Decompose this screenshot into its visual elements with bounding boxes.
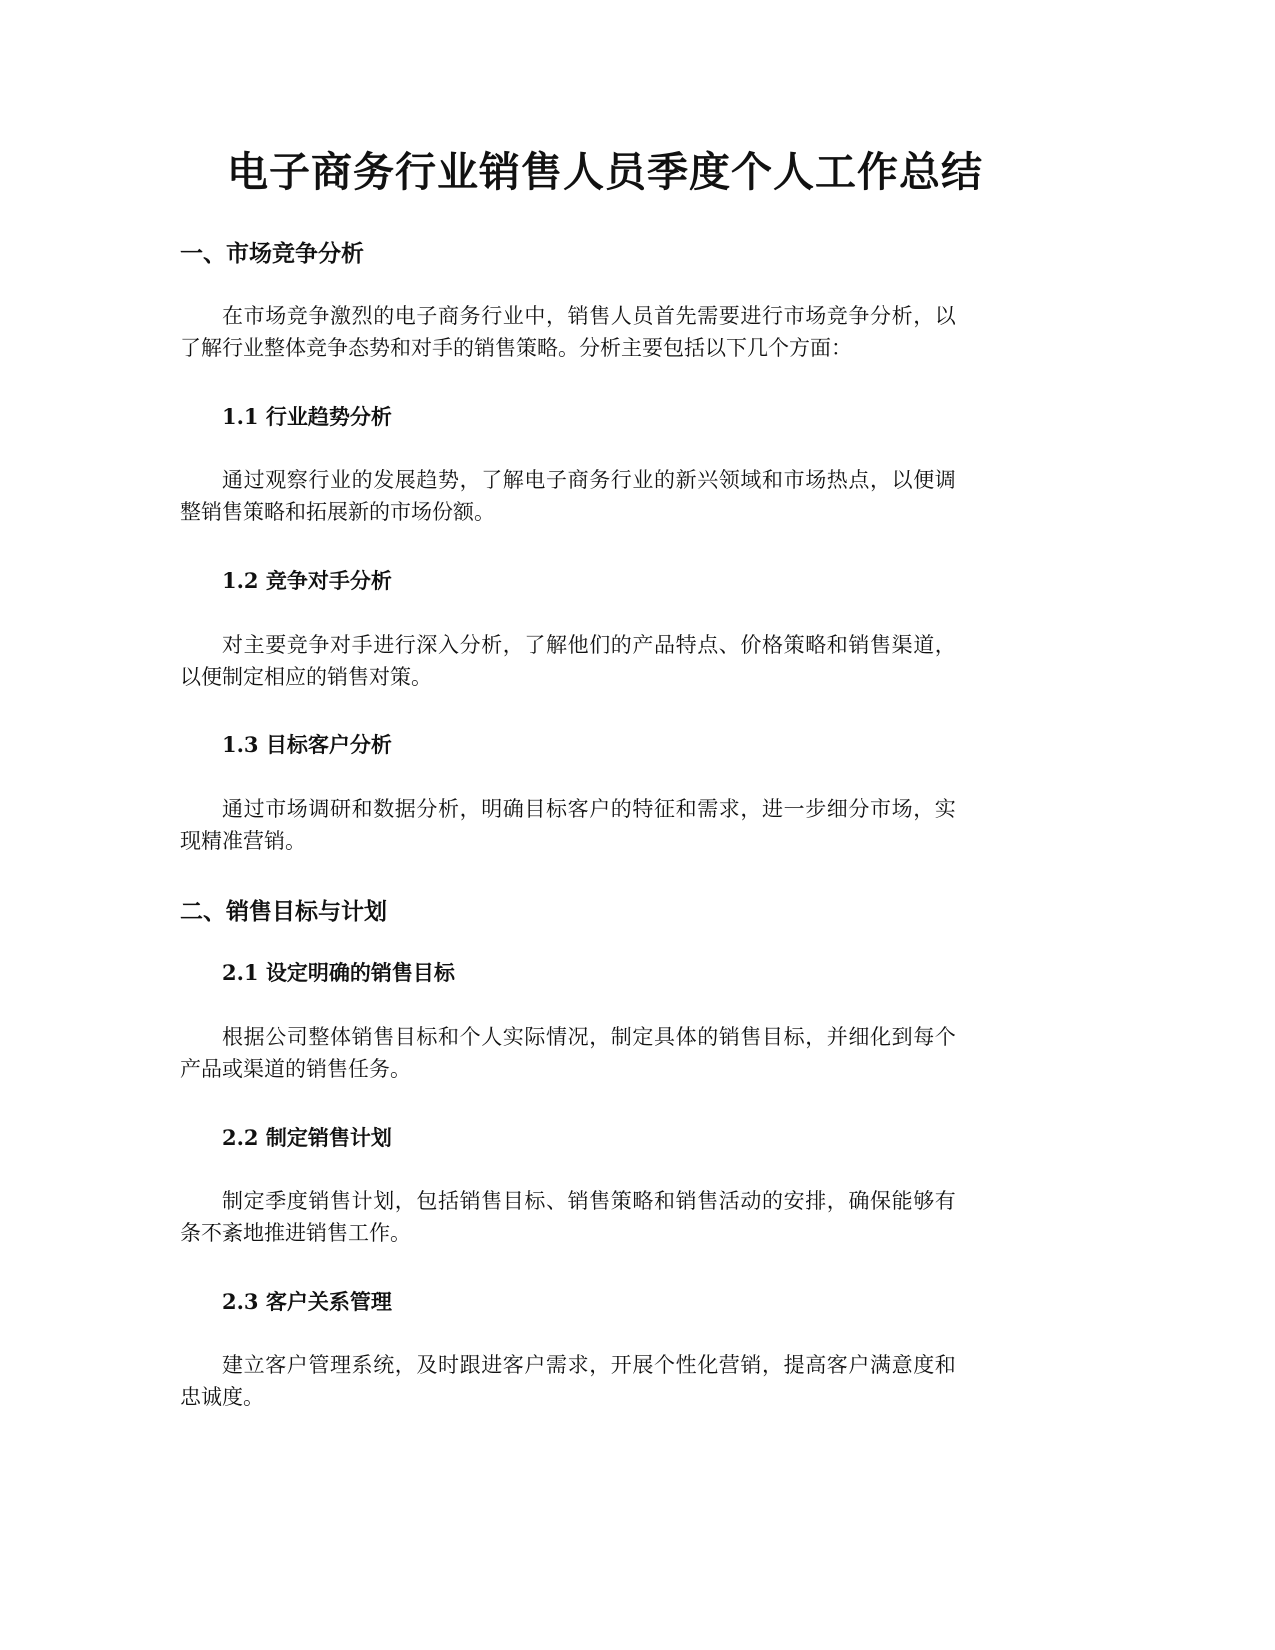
subheading-set-sales-target: 2.1 设定明确的销售目标 bbox=[222, 960, 455, 985]
paragraph-line: 产品或渠道的销售任务。 bbox=[180, 1057, 411, 1081]
paragraph-line: 通过市场调研和数据分析，明确目标客户的特征和需求，进一步细分市场，实 bbox=[222, 797, 957, 821]
paragraph-line: 通过观察行业的发展趋势，了解电子商务行业的新兴领域和市场热点，以便调 bbox=[222, 468, 957, 492]
paragraph-line: 条不紊地推进销售工作。 bbox=[180, 1221, 411, 1245]
paragraph-line: 制定季度销售计划，包括销售目标、销售策略和销售活动的安排，确保能够有 bbox=[222, 1189, 957, 1213]
subheading-sales-plan: 2.2 制定销售计划 bbox=[222, 1125, 392, 1150]
body-paragraph-set-sales-target bbox=[180, 1021, 1030, 1085]
paragraph-line: 忠诚度。 bbox=[180, 1385, 264, 1409]
paragraph-line: 根据公司整体销售目标和个人实际情况，制定具体的销售目标，并细化到每个 bbox=[222, 1025, 957, 1049]
body-paragraph-sales-plan bbox=[180, 1185, 1030, 1249]
section-intro-paragraph bbox=[180, 300, 1030, 364]
paragraph-line: 以便制定相应的销售对策。 bbox=[180, 665, 432, 689]
paragraph-line: 整销售策略和拓展新的市场份额。 bbox=[180, 500, 495, 524]
section-heading-sales-target: 二、销售目标与计划 bbox=[180, 899, 387, 925]
paragraph-line: 在市场竞争激烈的电子商务行业中，销售人员首先需要进行市场竞争分析，以 bbox=[222, 304, 957, 328]
body-paragraph-target-customer bbox=[180, 793, 1030, 857]
paragraph-line: 对主要竞争对手进行深入分析，了解他们的产品特点、价格策略和销售渠道， bbox=[222, 633, 957, 657]
section-heading-market-analysis: 一、市场竞争分析 bbox=[180, 241, 364, 267]
body-paragraph-customer-relationship bbox=[180, 1349, 1030, 1413]
subheading-target-customer: 1.3 目标客户分析 bbox=[222, 732, 392, 757]
body-paragraph-industry-trend bbox=[180, 464, 1030, 528]
body-paragraph-competitor-analysis bbox=[180, 629, 1030, 693]
paragraph-line: 建立客户管理系统，及时跟进客户需求，开展个性化营销，提高客户满意度和 bbox=[222, 1353, 957, 1377]
document-title: 电子商务行业销售人员季度个人工作总结 bbox=[227, 148, 983, 196]
subheading-customer-relationship: 2.3 客户关系管理 bbox=[222, 1289, 392, 1314]
paragraph-line: 现精准营销。 bbox=[180, 829, 306, 853]
subheading-industry-trend: 1.1 行业趋势分析 bbox=[222, 404, 392, 429]
paragraph-line: 了解行业整体竞争态势和对手的销售策略。分析主要包括以下几个方面： bbox=[180, 336, 852, 360]
subheading-competitor-analysis: 1.2 竞争对手分析 bbox=[222, 568, 392, 593]
